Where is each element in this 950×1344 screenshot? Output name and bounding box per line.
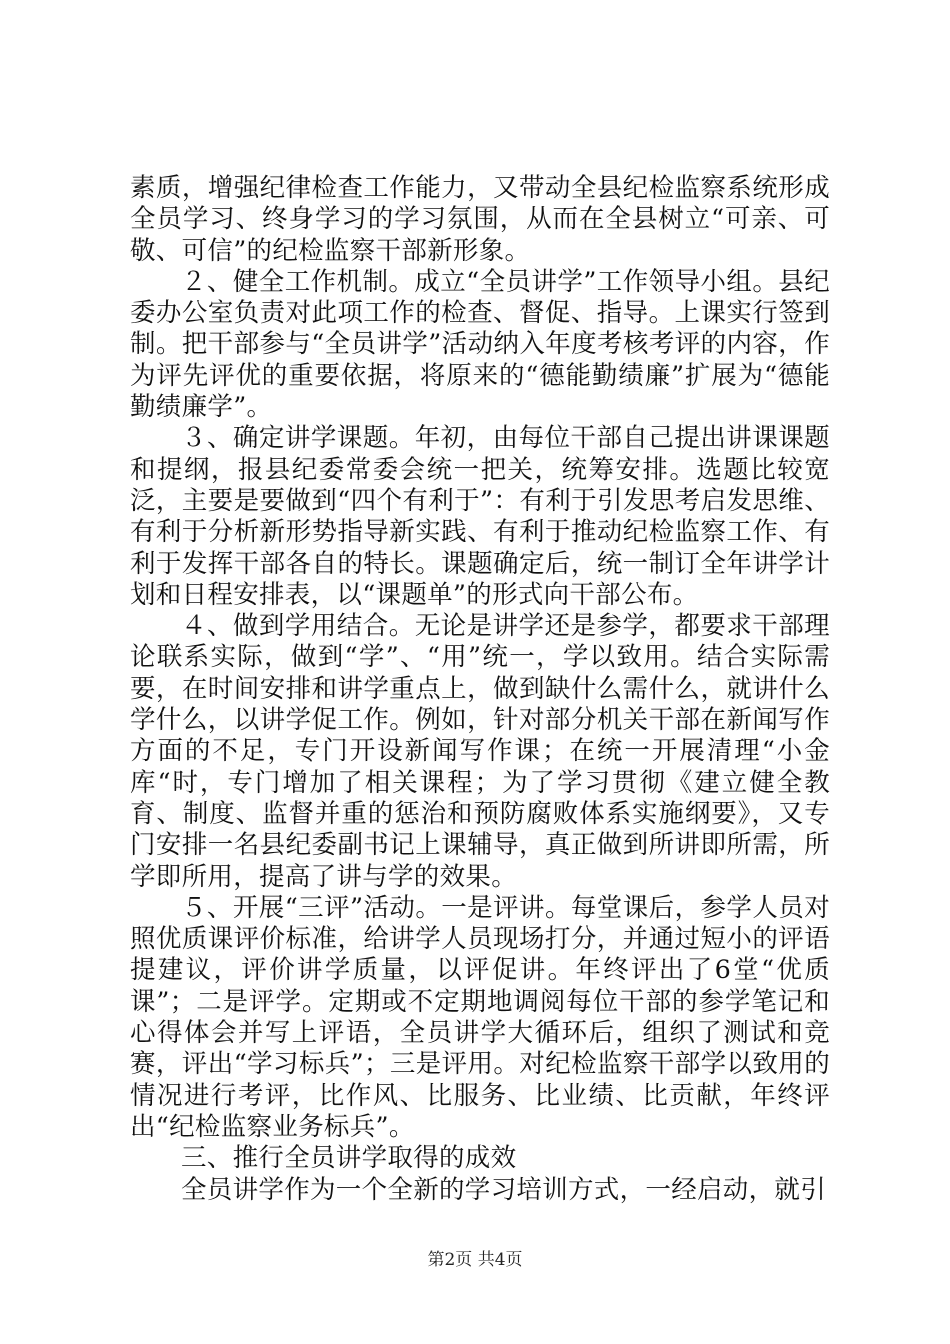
paragraph-item-2: ２、健全工作机制。成立“全员讲学”工作领导小组。县纪委办公室负责对此项工作的检查、督促、指导。上课实行签到制。把干部参与“全员讲学”活动纳入年度考核考评的内容，作为评先评优的重要依据，将原来的“德能勤绩廉”扩展为“德能勤绩廉学”。: [130, 266, 830, 423]
paragraph-section-intro: 全员讲学作为一个全新的学习培训方式，一经启动，就引: [181, 1174, 827, 1205]
section-heading: 三、推行全员讲学取得的成效: [181, 1143, 517, 1174]
paragraph-item-5: ５、开展“三评”活动。一是评讲。每堂课后，参学人员对照优质课评价标准，给讲学人员现场打分，并通过短小的评语提建议，评价讲学质量，以评促讲。年终评出了6堂“优质课”；二是评学。定期或不定期地调阅每位干部的参学笔记和心得体会并写上评语，全员讲学大循环后，组织了测试和竞赛，评出“学习标兵”；三是评用。对纪检监察干部学以致用的情况进行考评，比作风、比服务、比业绩、比贡献，年终评出“纪检监察业务标兵”。: [130, 892, 830, 1142]
paragraph-item-3: ３、确定讲学课题。年初，由每位干部自己提出讲课课题和提纲，报县纪委常委会统一把关，统筹安排。选题比较宽泛，主要是要做到“四个有利于”：有利于引发思考启发思维、有利于分析新形势指导新实践、有利于推动纪检监察工作、有利于发挥干部各自的特长。课题确定后，统一制订全年讲学计划和日程安排表，以“课题单”的形式向干部公布。: [130, 423, 830, 610]
document-body: [130, 173, 830, 1206]
page-footer: 第2页 共4页: [427, 1250, 523, 1270]
paragraph-continuation: 素质，增强纪律检查工作能力，又带动全县纪检监察系统形成全员学习、终身学习的学习氛围，从而在全县树立“可亲、可敬、可信”的纪检监察干部新形象。: [130, 173, 830, 266]
paragraph-item-4: ４、做到学用结合。无论是讲学还是参学，都要求干部理论联系实际，做到“学”、“用”统一，学以致用。结合实际需要，在时间安排和讲学重点上，做到缺什么需什么，就讲什么学什么，以讲学促工作。例如，针对部分机关干部在新闻写作方面的不足，专门开设新闻写作课；在统一开展清理“小金库“时，专门增加了相关课程；为了学习贯彻《建立健全教育、制度、监督并重的惩治和预防腐败体系实施纲要》，又专门安排一名县纪委副书记上课辅导，真正做到所讲即所需，所学即所用，提高了讲与学的效果。: [130, 611, 830, 892]
